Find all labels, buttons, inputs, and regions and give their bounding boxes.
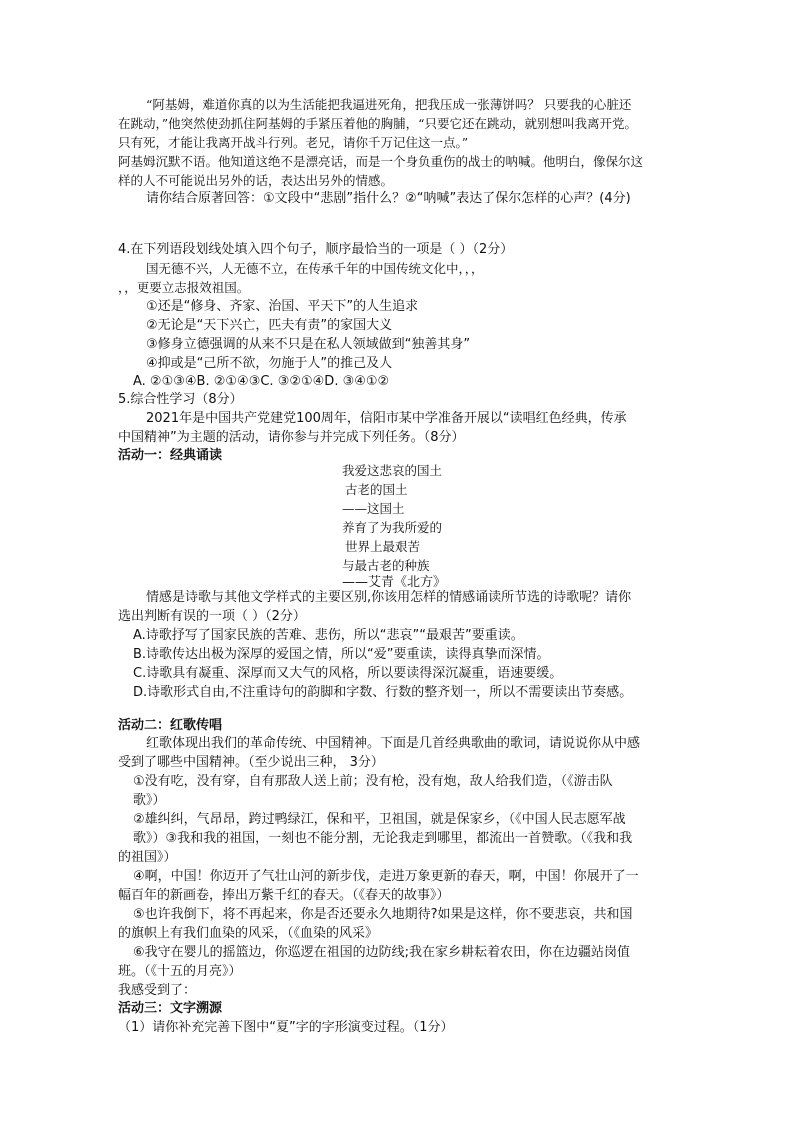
activity1-question-1: 情感是诗歌与其他文学样式的主要区别,你该用怎样的情感诵读所节选的诗歌呢？请你 bbox=[146, 590, 632, 605]
activity2-answer-prompt: 我感受到了： bbox=[118, 983, 197, 998]
activity1-title: 活动一：经典诵读 bbox=[118, 448, 223, 463]
activity2-intro-2: 受到了哪些中国精神。（至少说出三种， 3分） bbox=[118, 755, 384, 770]
q4-item-2: ②无论是“天下兴亡，匹夫有责”的家国大义 bbox=[146, 318, 393, 333]
activity1-choice-a: A.诗歌抒写了国家民族的苦难、悲伤，所以“悲哀”“最艰苦”要重读。 bbox=[133, 628, 524, 643]
activity2-title: 活动二：红歌传唱 bbox=[118, 718, 223, 733]
q5-intro-1: 2021年是中国共产党建党100周年，信阳市某中学准备开展以“读唱红色经典，传承 bbox=[146, 411, 627, 426]
lyric-line-4: 歌》）③我和我的祖国，一刻也不能分割，无论我走到哪里，都流出一首赞歌。（《我和我 bbox=[133, 831, 633, 846]
passage-line-1: “阿基姆，难道你真的以为生活能把我逼进死角，把我压成一张薄饼吗？ 只要我的心脏还 bbox=[146, 97, 632, 112]
activity2-intro-1: 红歌体现出我们的革命传统、中国精神。下面是几首经典歌曲的歌词，请说说你从中感 bbox=[146, 736, 641, 751]
lyric-line-3: ②雄纠纠，气昂昂，跨过鸭绿江，保和平，卫祖国，就是保家乡，（《中国人民志愿军战 bbox=[133, 812, 626, 827]
q5-intro-2: 中国精神”为主题的活动，请你参与并完成下列任务。（8分） bbox=[118, 430, 465, 445]
activity1-question-2: 选出判断有误的一项（ ）（2分） bbox=[118, 609, 306, 624]
activity1-choice-c: C.诗歌具有凝重、深厚而又大气的风格，所以要读得深沉凝重，语速要缓。 bbox=[133, 666, 563, 681]
q4-options: A. ②①③④B. ②①④③C. ③②①④D. ③④①② bbox=[133, 374, 390, 389]
q4-item-1: ①还是“修身、齐家、治国、平天下”的人生追求 bbox=[146, 299, 419, 314]
poem-line-1: 我爱这悲哀的国土 bbox=[342, 463, 443, 478]
q4-text-2: ，，更要立志报效祖国。 bbox=[118, 280, 250, 295]
passage-line-2: 在跳动，”他突然使劲抓住阿基姆的手紧压着他的胸脯，“只要它还在跳动，就别想叫我离开党。 bbox=[118, 116, 638, 131]
poem-line-5: 世界上最艰苦 bbox=[345, 539, 421, 554]
poem-line-4: 养育了为我所爱的 bbox=[342, 520, 443, 535]
lyric-line-6: ④啊，中国！你迈开了气壮山河的新步伐，走进万象更新的春天，啊，中国！你展开了一 bbox=[133, 869, 639, 884]
lyric-line-2: 歌》） bbox=[133, 793, 166, 808]
activity3-title: 活动三：文字溯源 bbox=[118, 1001, 223, 1016]
activity1-choice-b: B.诗歌传达出极为深厚的爱国之情，所以“爱”要重读，读得真挚而深情。 bbox=[133, 647, 550, 662]
q4-text-1: 国无德不兴，人无德不立，在传承千年的中国传统文化中，，， bbox=[146, 261, 484, 276]
q5-title: 5.综合性学习（8分） bbox=[118, 392, 243, 407]
lyric-line-7: 幅百年的新画卷，捧出万紫千红的春天。（《春天的故事》） bbox=[118, 888, 450, 903]
q4-stem: 4.在下列语段划线处填入四个句子，顺序最恰当的一项是（ ）（2分） bbox=[118, 242, 514, 257]
lyric-line-9: 的旗帜上有我们血染的风采，（《血染的风采》 bbox=[118, 926, 379, 941]
lyric-line-1: ①没有吃，没有穿，自有那敌人送上前；没有枪，没有炮，敌人给我们造，（《游击队 bbox=[133, 774, 613, 789]
poem-line-2: 古老的国土 bbox=[345, 482, 408, 497]
q4-item-3: ③修身立德强调的从来不只是在私人领域做到“独善其身” bbox=[146, 337, 471, 352]
activity3-question-1: （1）请你补充完善下图中“夏”字的字形演变过程。（1分） bbox=[118, 1020, 454, 1035]
lyric-line-10: ⑥我守在婴儿的摇篮边，你巡逻在祖国的边防线;我在家乡耕耘着农田，你在边疆站岗值 bbox=[133, 945, 631, 960]
activity1-choice-d: D.诗歌形式自由,不注重诗句的韵脚和字数、行数的整齐划一，所以不需要读出节奏感。 bbox=[133, 685, 633, 700]
passage-question: 请你结合原著回答：①文段中“悲剧”指什么？②“呐喊”表达了保尔怎样的心声？(4分) bbox=[146, 191, 631, 206]
poem-author: ——艾青《北方》 bbox=[342, 575, 447, 590]
passage-line-3: 只有死，才能让我离开战斗行列。老兄，请你千万记住这一点。” bbox=[118, 135, 469, 150]
passage-line-4: 阿基姆沉默不语。他知道这绝不是漂亮话，而是一个身负重伤的战士的呐喊。他明白，像保尔这 bbox=[118, 154, 644, 169]
poem-line-6: 与最古老的种族 bbox=[342, 558, 430, 573]
lyric-line-8: ⑤也许我倒下，将不再起来，你是否还要永久地期待?如果是这样，你不要悲哀，共和国 bbox=[133, 907, 633, 922]
lyric-line-5: 的祖国》） bbox=[118, 850, 177, 865]
passage-line-5: 样的人不可能说出另外的话，表达出另外的情感。 bbox=[118, 173, 394, 188]
lyric-line-11: 班。（《十五的月亮》） bbox=[118, 964, 242, 979]
poem-line-3: ——这国土 bbox=[342, 501, 405, 516]
q4-item-4: ④抑或是“己所不欲，勿施于人”的推己及人 bbox=[146, 356, 393, 371]
